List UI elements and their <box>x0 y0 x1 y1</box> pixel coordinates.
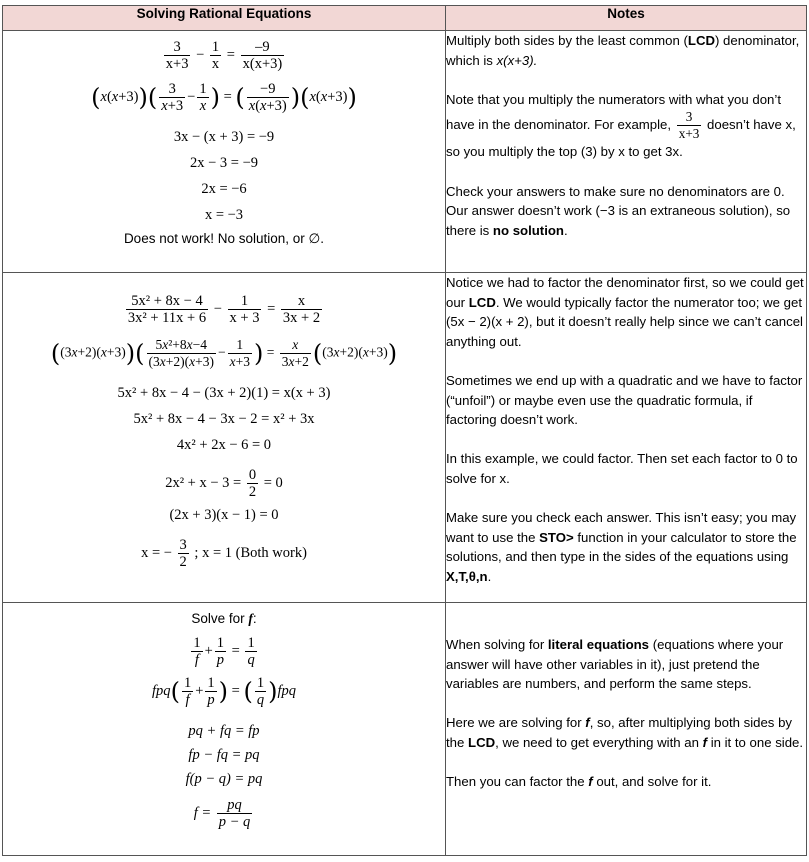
row2-eq-line2: ((3x+2)(x+3))( $\frac{\text{5x²+8x−4}}{(3x+2)(x+3)}$ − $\frac{1}{x+3}$ ) = $\frac{x}{3x+2}$ ((3x+2)(x+3)) <box>50 337 398 369</box>
row3-eq-line7: f = $\frac{pq}{p - q}$ <box>193 797 251 830</box>
row3-eq-line1: Solve for f: <box>191 611 257 626</box>
row3-eq-line6: f(p − q) = pq <box>185 771 263 787</box>
row1-eq-line3: 3x − (x + 3) = −9 <box>173 129 275 145</box>
row2-note1: Notice we had to factor the denominator first, so we could get our LCD. We would typically factor the numerator too; we get (5x − 2)(x + 2), but it doesn’t really help since we can’t cancel anything out. <box>446 275 804 349</box>
row1-eq-line2: (x(x+3))( $\frac{3}{x+3}$ − $\frac{1}{x}$ ) = ( $\frac{-9}{x(x+3)}$ )(x(x+3)) <box>91 81 357 114</box>
row3-eq-line3: fpq( $\frac{1}{f}$ + $\frac{1}{p}$ ) = ( $\frac{1}{q}$ )fpq <box>152 675 296 708</box>
rational-equations-table <box>2 5 807 856</box>
row3-note3: Then you can factor the f out, and solve for it. <box>446 774 712 790</box>
row2-eq-line7: (2x + 3)(x − 1) = 0 <box>169 507 279 523</box>
row2-eq-line1: $\frac{\text{5x² + 8x − 4}}{\text{3x² + 11x + 6}}$ − $\frac{1}{x + 3}$ = $\frac{x}{3x + 2}$ <box>127 293 321 326</box>
row2-eq-line6: 2x² + x − 3 = $\frac{0}{2}$ = 0 <box>165 467 283 500</box>
row3-equations <box>3 603 446 856</box>
row1-note1: Multiply both sides by the least common (LCD) denominator, which is x(x+3). <box>446 33 800 68</box>
row1-eq-line5: 2x = −6 <box>201 181 247 197</box>
row2-note3: In this example, we could factor. Then set each factor to 0 to solve for x. <box>446 451 798 486</box>
row2-note4: Make sure you check each answer. This isn’t easy; you may want to use the STO> function in your calculator to store the solutions, and then type in the sides of the equations using X,T,θ,n. <box>446 510 797 584</box>
row1-notes <box>446 31 807 273</box>
row1-eq-line6: x = −3 <box>204 207 244 223</box>
header-solving: Solving Rational Equations <box>3 6 446 31</box>
row3-note1: When solving for literal equations (equations where your answer will have other variables in it), just pretend the variables are numbers, and perform the same steps. <box>446 637 784 692</box>
row1-eq-line1: $\frac{3}{x+3}$ − $\frac{1}{x}$ = $\frac{-9}{x(x+3)}$ <box>165 39 283 72</box>
row1-note3: Check your answers to make sure no denominators are 0. Our answer doesn’t work (−3 is an extraneous solution), so there is no solution. <box>446 183 791 238</box>
row1-eq-line4: 2x − 3 = −9 <box>189 155 259 171</box>
row2-equations <box>3 273 446 603</box>
row3-note2: Here we are solving for f, so, after multiplying both sides by the LCD, we need to get everything with an f in it to one side. <box>446 715 804 750</box>
row3-eq-line5: fp − fq = pq <box>188 747 260 763</box>
row3-eq-line4: pq + fq = fp <box>188 723 260 739</box>
row2-notes <box>446 273 807 603</box>
row3-notes <box>446 603 807 856</box>
row1-eq-line7: Does not work! No solution, or ∅. <box>123 231 325 246</box>
row2-note2: Sometimes we end up with a quadratic and we have to factor (“unfoil”) or maybe even use the quadratic formula, if factoring doesn’t work. <box>446 372 803 428</box>
row2-eq-line4: 5x² + 8x − 4 − 3x − 2 = x² + 3x <box>133 411 315 427</box>
row2-eq-line3: 5x² + 8x − 4 − (3x + 2)(1) = x(x + 3) <box>117 385 331 401</box>
row1-equations <box>3 31 446 273</box>
row3-eq-line2: $\frac{1}{f}$ + $\frac{1}{p}$ = $\frac{1}{q}$ <box>193 635 255 668</box>
header-notes: Notes <box>446 6 807 31</box>
row1-note2: Note that you multiply the numerators with what you don’t have in the denominator. For example, $\frac{3}{x+3}$ doesn’t have x, so you multiply the top (3) by x to get 3x. <box>446 91 796 160</box>
row2-eq-line8: x = − $\frac{3}{2}$ ; x = 1 (Both work) <box>141 537 307 570</box>
row2-eq-line5: 4x² + 2x − 6 = 0 <box>176 437 272 453</box>
